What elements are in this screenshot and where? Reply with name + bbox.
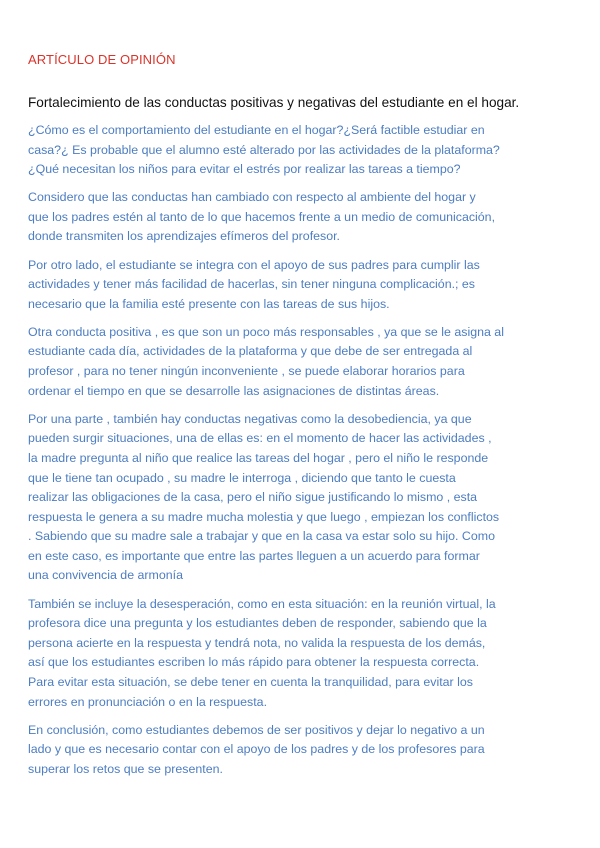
paragraph-line: ¿Cómo es el comportamiento del estudiante en el hogar?¿Será factible estudiar en [28,123,485,137]
paragraph-line: profesora dice una pregunta y los estudiantes deben de responder, sabiendo que la [28,616,487,631]
paragraph-line: ¿Qué necesitan los niños para evitar el estrés por realizar las tareas a tiempo? [28,162,461,177]
paragraph-line: casa?¿ Es probable que el alumno esté alterado por las actividades de la plataforma? [28,142,500,157]
paragraph-line: En conclusión, como estudiantes debemos de ser positivos y dejar lo negativo a un [28,722,485,737]
paragraph-5 [28,410,548,586]
paragraph-line: Para evitar esta situación, se debe tener en cuenta la tranquilidad, para evitar los [28,674,473,689]
paragraph-line: Por una parte , también hay conductas negativas como la desobediencia, ya que [28,411,472,426]
paragraph-6 [28,595,548,713]
article-kicker: ARTÍCULO DE OPINIÓN [28,52,176,67]
paragraph-line: que los padres estén al tanto de lo que hacemos frente a un medio de comunicación, [28,209,496,224]
paragraph-line: superar los retos que se presenten. [28,761,223,776]
paragraph-line: profesor , para no tener ningún inconveniente , se puede elaborar horarios para [28,364,465,379]
paragraph-2 [28,188,548,247]
paragraph-line: actividades y tener más facilidad de hacerlas, sin tener ninguna complicación.; es [28,277,475,292]
paragraph-4 [28,323,548,401]
paragraph-line: Considero que las conductas han cambiado con respecto al ambiente del hogar y [28,190,476,205]
paragraph-1 [28,121,548,180]
article-headline: Fortalecimiento de las conductas positivas y negativas del estudiante en el hogar. [28,95,520,110]
paragraph-line: respuesta le genera a su madre mucha molestia y que luego , empiezan los conflictos [28,509,500,524]
paragraph-line: necesario que la familia esté presente con las tareas de sus hijos. [28,296,390,311]
paragraph-line: donde transmiten los aprendizajes efímeros del profesor. [28,229,341,244]
paragraph-line: Otra conducta positiva , es que son un poco más responsables , ya que se le asigna al [28,324,504,339]
paragraph-line: en este caso, es importante que entre las partes lleguen a un acuerdo para formar [28,548,480,563]
paragraph-line: ordenar el tiempo en que se desarrolle las asignaciones de distintas áreas. [28,383,440,398]
paragraph-7 [28,721,548,780]
paragraph-line: También se incluye la desesperación, como en esta situación: en la reunión virtual, la [28,596,496,611]
paragraph-line: pueden surgir situaciones, una de ellas es: en el momento de hacer las actividades , [28,431,492,446]
paragraph-line: Por otro lado, el estudiante se integra con el apoyo de sus padres para cumplir las [28,257,480,272]
paragraph-line: estudiante cada día, actividades de la plataforma y que debe de ser entregada al [28,344,473,359]
paragraph-line: así que los estudiantes escriben lo más rápido para obtener la respuesta correcta. [28,655,480,670]
paragraph-line: . Sabiendo que su madre sale a trabajar y que en la casa va estar solo su hijo. Como [28,529,495,544]
paragraph-line: lado y que es necesario contar con el apoyo de los padres y de los profesores para [28,742,485,757]
paragraph-line: errores en pronunciación o en la respuesta. [28,694,268,709]
paragraph-3 [28,256,548,315]
paragraph-line: realizar las obligaciones de la casa, pero el niño sigue justificando lo mismo , esta [28,490,478,505]
paragraph-line: persona acierte en la respuesta y tendrá nota, no valida la respuesta de los demás, [28,635,486,650]
paragraph-line: una convivencia de armonía [28,568,183,583]
article-body [28,121,548,788]
paragraph-line: la madre pregunta al niño que realice las tareas del hogar , pero el niño le responde [28,450,489,465]
paragraph-line: que le tiene tan ocupado , su madre le interroga , diciendo que tanto le cuesta [28,470,456,485]
